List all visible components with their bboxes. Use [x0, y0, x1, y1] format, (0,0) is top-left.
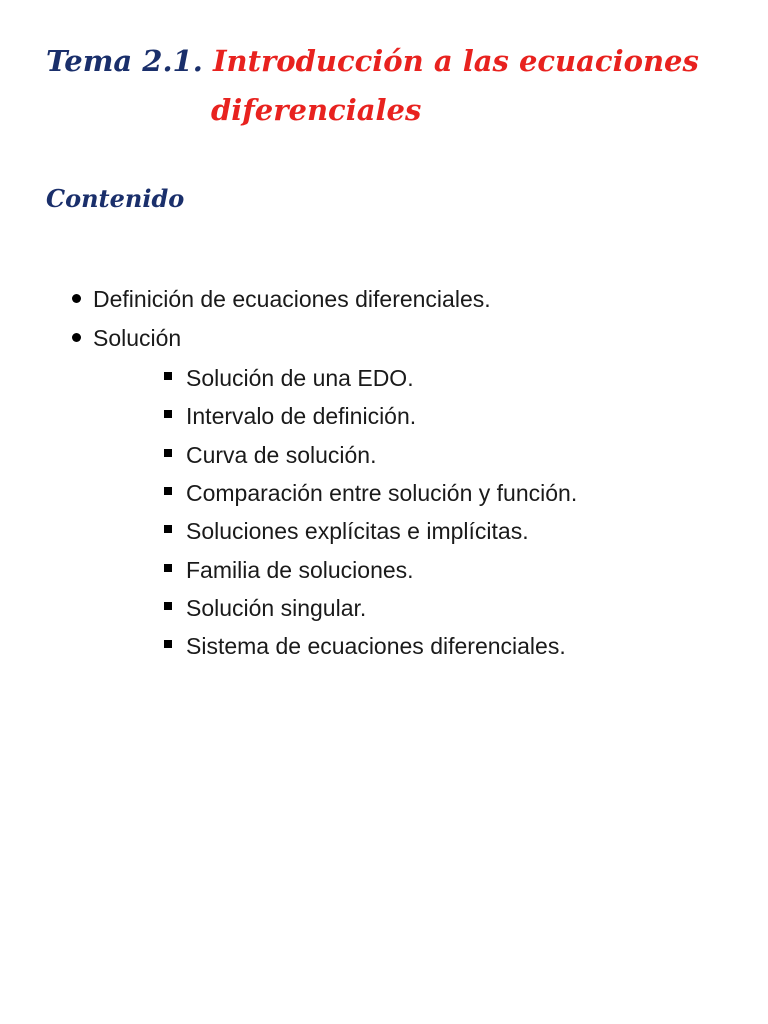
list-subitem — [164, 444, 377, 467]
bullet-square-icon — [164, 525, 172, 533]
list-subitem-text: Comparación entre solución y función. — [186, 480, 578, 506]
list-subitem — [164, 597, 366, 620]
list-subitem — [164, 482, 577, 505]
list-subitem-text: Curva de solución. — [186, 442, 377, 468]
page-title-continuation — [211, 93, 422, 127]
list-subitem-text: Solución de una EDO. — [186, 365, 414, 391]
page-title — [46, 44, 699, 78]
title-main-line1: Introducción a las ecuaciones — [212, 44, 699, 78]
list-subitem — [164, 559, 414, 582]
list-item-text: Solución — [93, 325, 182, 351]
title-prefix: Tema 2.1. — [46, 44, 203, 78]
bullet-square-icon — [164, 487, 172, 495]
list-subitem — [164, 367, 414, 390]
list-subitem — [164, 520, 529, 543]
bullet-dot-icon — [72, 333, 81, 342]
bullet-square-icon — [164, 640, 172, 648]
list-subitem-text: Sistema de ecuaciones diferenciales. — [186, 633, 566, 659]
bullet-square-icon — [164, 449, 172, 457]
list-subitem — [164, 635, 566, 658]
list-subitem-text: Soluciones explícitas e implícitas. — [186, 518, 529, 544]
list-subitem-text: Solución singular. — [186, 595, 367, 621]
bullet-square-icon — [164, 602, 172, 610]
list-subitem-text: Familia de soluciones. — [186, 557, 414, 583]
list-item-text: Definición de ecuaciones diferenciales. — [93, 286, 491, 312]
bullet-dot-icon — [72, 294, 81, 303]
bullet-square-icon — [164, 410, 172, 418]
list-subitem-text: Intervalo de definición. — [186, 403, 417, 429]
title-main-line2: diferenciales — [211, 93, 422, 127]
bullet-square-icon — [164, 372, 172, 380]
list-item — [72, 288, 491, 311]
list-subitem — [164, 405, 416, 428]
bullet-square-icon — [164, 564, 172, 572]
list-item — [72, 327, 181, 350]
content-heading: Contenido — [46, 184, 185, 213]
